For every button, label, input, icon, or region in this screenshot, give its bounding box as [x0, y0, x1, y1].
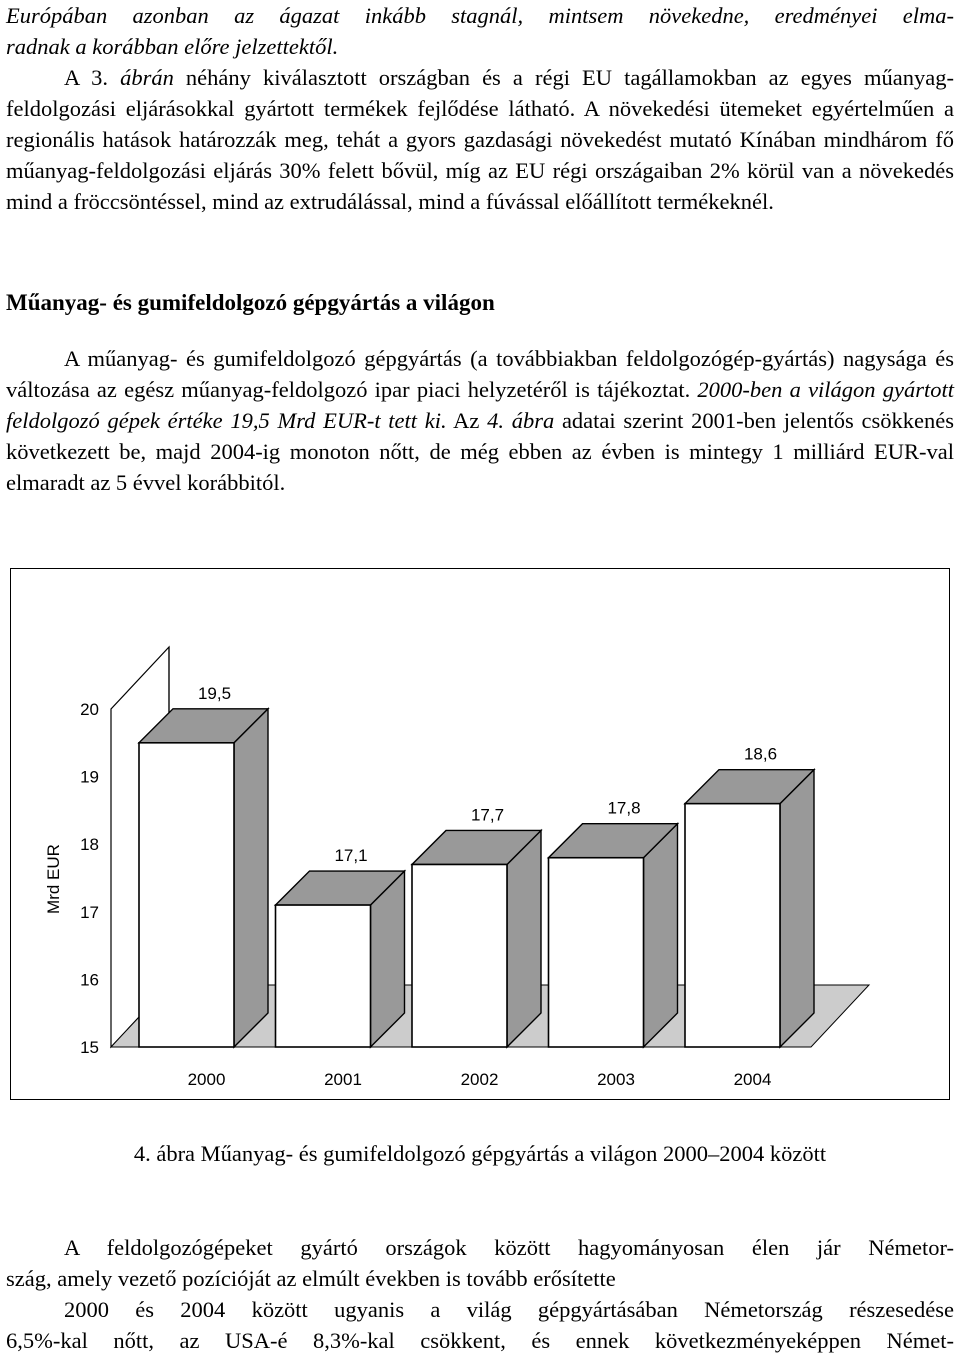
- bar-chart: [10, 568, 950, 1100]
- data-label: 18,6: [743, 744, 778, 764]
- bar-side: [234, 709, 268, 1047]
- figure-caption: 4. ábra Műanyag- és gumifeldolgozó gépgyártás a világon 2000–2004 között: [133, 1141, 827, 1166]
- x-tick-label: 2002: [460, 1070, 499, 1089]
- paragraph-3-text3: adatai szerint 2001-ben jelentős csökkenés következett be, majd 2004-ig monoton nőtt, de még ebben az évben is mintegy 1 milliárd EUR-val elmaradt az 5 évvel korábbitól.: [6, 408, 954, 495]
- x-tick-label: 2004: [733, 1070, 772, 1089]
- paragraph-2: [6, 62, 954, 217]
- paragraph-1-line-2: radnak a korábban előre jelzettektől.: [6, 34, 339, 59]
- data-label: 19,5: [197, 683, 232, 703]
- bar: [276, 905, 371, 1047]
- y-axis-label: Mrd EUR: [44, 844, 63, 914]
- paragraph-5-line-1: 2000 és 2004 között ugyanis a világ gépgyártásában Németország részesedése: [64, 1297, 954, 1322]
- y-tick-label: 20: [80, 700, 99, 719]
- paragraph-2-italic: ábrán: [120, 65, 174, 90]
- data-label: 17,1: [334, 846, 368, 866]
- bar-side: [780, 770, 814, 1047]
- paragraph-3-italic2: 4. ábra: [487, 408, 555, 433]
- y-tick-label: 16: [80, 970, 99, 990]
- y-tick-label: 17: [80, 902, 99, 922]
- bar: [412, 864, 507, 1047]
- y-tick-label: 18: [80, 835, 99, 855]
- paragraph-5-line-2: 6,5%-kal nőtt, az USA-é 8,3%-kal csökkent, és ennek következményeképpen Német-: [6, 1328, 954, 1353]
- paragraph-3-text1: A műanyag- és gumifeldolgozó gépgyártás (a továbbiakban feldolgozógép-gyártás) nagysága és változása az egész műanyag-feldolgozó ipar piaci helyzetéről is tájékoztat.: [6, 346, 954, 402]
- bar: [549, 858, 644, 1047]
- paragraph-3: [6, 343, 954, 498]
- paragraph-3-italic: 2000-ben a világon gyártott feldolgozó gépek értéke 19,5 Mrd EUR-t tett ki.: [6, 377, 955, 433]
- paragraph-4-line-2: szág, amely vezető pozícióját az elmúlt években is tovább erősítette: [6, 1266, 616, 1291]
- paragraph-1-line-1: Európában azonban az ágazat inkább stagnál, mintsem növekedne, eredményei elma-: [6, 3, 954, 28]
- bar-chart-svg: [11, 569, 949, 1099]
- x-tick-label: 2003: [597, 1070, 635, 1089]
- paragraph-3-text2: Az: [446, 408, 488, 433]
- y-tick-label: 15: [80, 1038, 99, 1057]
- bar-side: [644, 824, 678, 1047]
- data-label: 17,8: [607, 798, 641, 818]
- paragraph-4-line-1: A feldolgozógépeket gyártó országok között hagyományosan élen jár Németor-: [64, 1235, 954, 1260]
- paragraph-2-text: néhány kiválasztott országban és a régi EU tagállamokban az egyes műanyag-feldolgozási eljárásokkal gyártott termékek fejlődése látható. A növekedési ütemeket egyértelműen a regionális hatások határozzák meg, tehát a gyors gazdasági növekedést mutató Kínában mindhárom fő műanyag-feldolgozási eljárás 30% felett bővül, míg az EU régi országaiban 2% körül van a növekedés mind a fröccsöntéssel, mind az extrudálással, mind a fúvással előállított termékeknél.: [6, 65, 954, 214]
- x-tick-label: 2000: [187, 1070, 226, 1089]
- paragraph-2-pre: A 3.: [64, 65, 121, 90]
- y-tick-label: 19: [80, 767, 99, 787]
- section-heading: Műanyag- és gumifeldolgozó gépgyártás a világon: [6, 290, 495, 315]
- data-label: 17,7: [470, 805, 505, 825]
- bar: [139, 743, 234, 1047]
- bar: [685, 804, 780, 1047]
- x-tick-label: 2001: [324, 1070, 362, 1089]
- bar-side: [507, 830, 541, 1047]
